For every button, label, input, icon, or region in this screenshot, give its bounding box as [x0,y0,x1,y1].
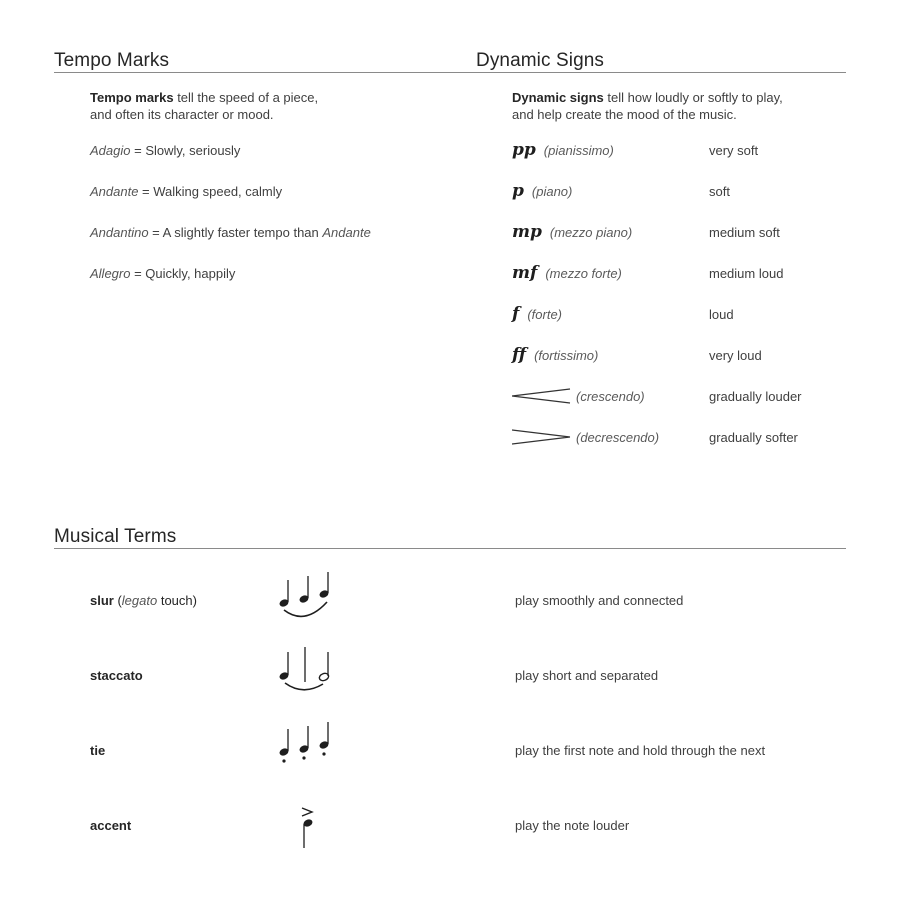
tempo-def: Walking speed, calmly [153,184,283,199]
dynamic-term: (mezzo forte) [545,265,622,281]
dynamic-term: (mezzo piano) [549,224,633,240]
tempo-term: Adagio [90,143,131,158]
dynamic-mark: mf [512,263,538,283]
tie-notation-icon [275,720,339,770]
tempo-intro [90,89,318,123]
dynamics-intro-line2: and help create the mood of the music. [512,107,737,122]
dynamic-crescendo [512,384,702,408]
dynamic-signs-title: Dynamic Signs [476,50,605,71]
tempo-item-andantino [90,225,371,240]
dynamic-decrescendo [512,425,702,449]
dynamic-meaning: medium loud [709,266,784,281]
dynamics-title-rule [452,72,846,73]
tempo-item-adagio [90,143,240,158]
accent-notation-icon [298,806,320,852]
term-slur [90,593,197,608]
dynamic-meaning: loud [709,307,734,322]
dynamic-term: (crescendo) [576,388,645,404]
dynamic-term: (piano) [531,183,573,199]
dynamic-term: (decrescendo) [576,429,660,445]
dynamic-meaning: medium soft [709,225,780,240]
dynamic-term: (pianissimo) [543,142,614,158]
term-staccato [90,668,143,683]
dynamic-mark: f [512,304,520,324]
dynamics-intro [512,89,783,123]
tempo-sep: = [130,143,146,158]
tempo-term: Andantino [90,225,149,240]
tempo-marks-title: Tempo Marks [54,50,170,71]
term-name: staccato [90,668,143,683]
tempo-title-rule [54,72,452,73]
tempo-def: A slightly faster tempo than [162,225,323,240]
tempo-intro-line1: tell the speed of a piece, [173,90,319,105]
dynamic-meaning: soft [709,184,730,199]
dynamic-mf [512,261,702,285]
term-extra: touch) [157,593,197,608]
dynamic-f [512,302,702,326]
tempo-term: Andante [90,184,139,199]
tempo-sep: = [138,184,154,199]
musical-terms-title: Musical Terms [54,526,177,547]
term-meaning: play the first note and hold through the next [515,743,766,758]
decrescendo-hairpin-icon [512,429,572,445]
term-accent [90,818,131,833]
term-tie [90,743,105,758]
tempo-def: Quickly, happily [145,266,236,281]
crescendo-hairpin-icon [512,388,572,404]
tempo-def: Slowly, seriously [145,143,241,158]
tempo-term: Allegro [90,266,131,281]
dynamics-intro-line1: tell how loudly or softly to play, [603,90,783,105]
tempo-ref: Andante [322,225,371,240]
term-name: accent [90,818,132,833]
term-meaning: play the note louder [515,818,630,833]
term-extra-italic: legato [121,593,158,608]
dynamics-intro-bold: Dynamic signs [512,90,604,105]
dynamic-mark: mp [512,222,542,242]
tempo-intro-bold: Tempo marks [90,90,174,105]
term-meaning: play short and separated [515,668,659,683]
dynamic-meaning: gradually louder [709,389,802,404]
term-extra: ( [113,593,122,608]
dynamic-term: (fortissimo) [534,347,599,363]
dynamic-mark: pp [512,140,536,160]
tempo-sep: = [130,266,146,281]
term-name: tie [90,743,106,758]
tempo-item-andante [90,184,282,199]
tempo-item-allegro [90,266,235,281]
term-meaning: play smoothly and connected [515,593,684,608]
staccato-notation-icon [275,646,339,696]
dynamic-meaning: very soft [709,143,759,158]
dynamic-meaning: gradually softer [709,430,798,445]
dynamic-meaning: very loud [709,348,762,363]
term-name: slur [90,593,114,608]
dynamic-term: (forte) [527,306,562,322]
dynamic-mp [512,220,702,244]
dynamic-p [512,179,702,203]
dynamic-mark: ff [512,345,527,365]
dynamic-ff [512,343,702,367]
dynamic-mark: p [512,181,524,201]
dynamic-pp [512,138,702,162]
slur-notation-icon [275,570,339,622]
tempo-sep: = [148,225,163,240]
tempo-intro-line2: and often its character or mood. [90,107,274,122]
musical-terms-rule [54,548,846,549]
